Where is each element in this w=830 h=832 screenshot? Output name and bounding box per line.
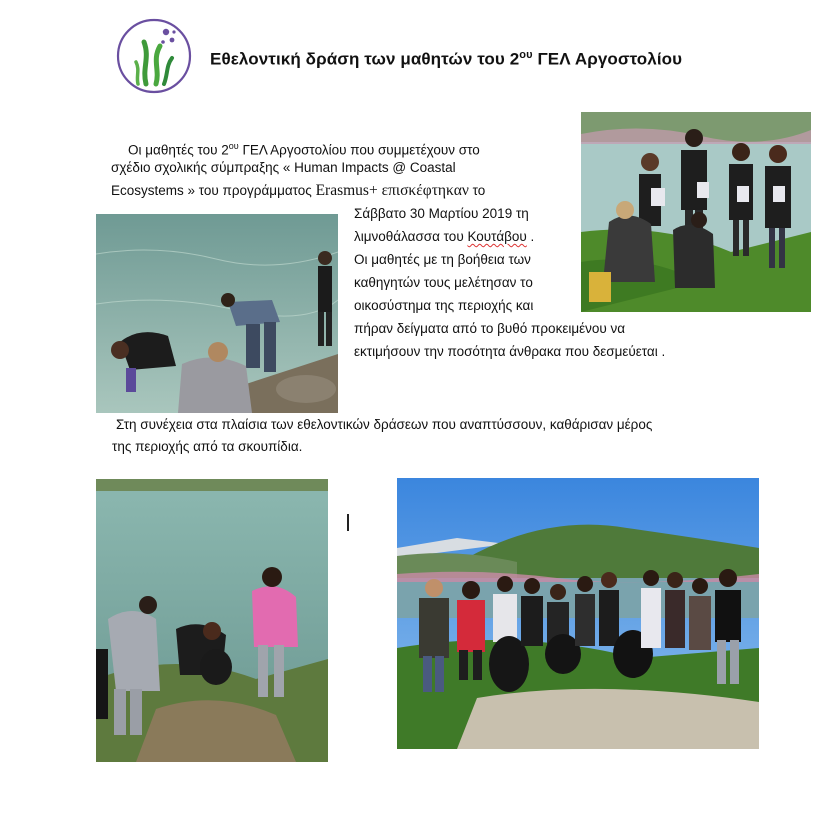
paragraph-line: οικοσύστημα της περιοχής και: [354, 298, 534, 313]
text-cursor[interactable]: [347, 514, 349, 531]
paragraph-line: καθηγητών τους μελέτησαν το: [354, 275, 533, 290]
paragraph-line: της περιοχής από τα σκουπίδια.: [112, 439, 303, 454]
photo-students-sampling: [96, 214, 338, 413]
page-title: Εθελοντική δράση των μαθητών του $2^{o\upsilon}$ ΓΕΛ Αργοστολίου: [210, 49, 683, 69]
paragraph-line: Οι μαθητές με τη βοήθεια των: [354, 252, 531, 267]
paragraph-line: λιμνοθάλασσα του Κουτάβου .: [354, 229, 535, 244]
paragraph-line: Σάββατο 30 Μαρτίου 2019 τη: [354, 206, 529, 221]
paragraph-line: σχέδιο σχολικής σύμπραξης « Human Impacts @ Coastal: [111, 160, 456, 175]
spellcheck-word: Κουτάβου: [467, 229, 527, 244]
paragraph-line: πήραν δείγματα από το βυθό προκειμένου να: [354, 321, 626, 336]
paragraph-line: Ecosystems » του προγράμματος Erasmus+ επισκέφτηκαν το: [111, 182, 486, 199]
paragraph-line: Στη συνέχεια στα πλαίσια των εθελοντικών δράσεων που αναπτύσσουν, καθάρισαν μέρος: [116, 417, 653, 432]
photo-group-with-trash-bags: [397, 478, 759, 749]
photo-cleanup-shore: [96, 479, 328, 762]
seaweed-logo-icon: [116, 18, 192, 94]
paragraph-line: Οι μαθητές του $2^{o\upsilon}$ ΓΕΛ Αργοστολίου που συμμετέχουν στο: [128, 141, 480, 158]
school-logo: [116, 18, 192, 94]
photo-students-with-samples: [581, 112, 811, 312]
paragraph-line: εκτιμήσουν την ποσότητα άνθρακα που δεσμεύεται .: [354, 344, 666, 359]
